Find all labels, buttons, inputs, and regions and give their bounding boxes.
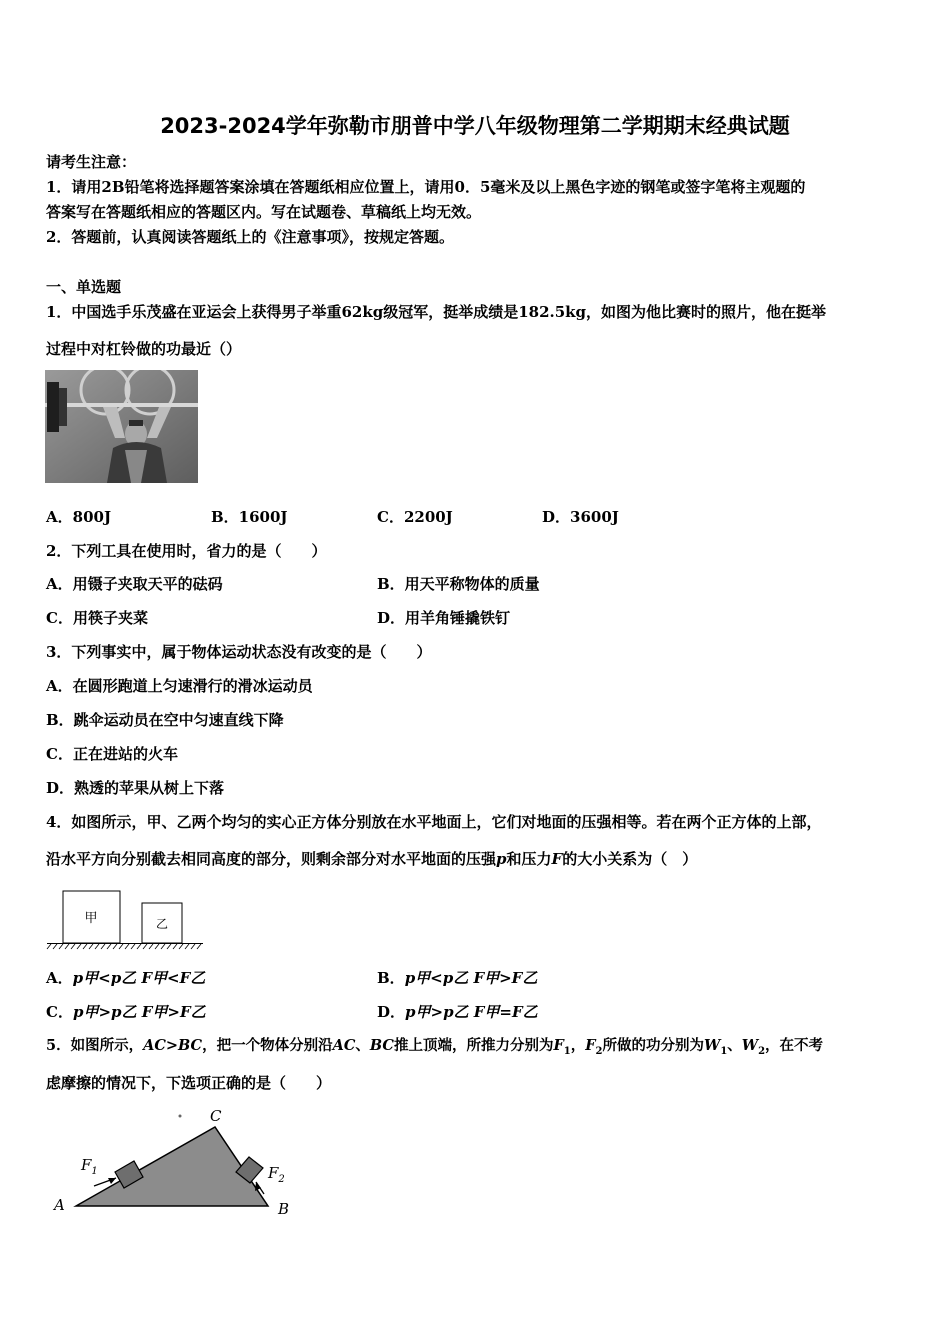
vertex-label-b: B xyxy=(278,1200,290,1218)
force-label-f1: $F_1$ xyxy=(81,1156,98,1177)
q1-option-d[interactable]: D．3600J xyxy=(542,508,619,526)
q4-option-a[interactable]: A．p甲<p乙 F甲<F乙 xyxy=(46,969,206,987)
q5-stem-line-2: 虑摩擦的情况下，下选项正确的是（ ） xyxy=(46,1074,332,1092)
q4-option-b[interactable]: B．p甲<p乙 F甲>F乙 xyxy=(377,969,538,987)
vertex-label-a: A xyxy=(54,1196,65,1214)
q4-stem-line-1: 4．如图所示，甲、乙两个均匀的实心正方体分别放在水平地面上，它们对地面的压强相等。若在两个正方体的上部， xyxy=(46,813,822,831)
cube-label-yi: 乙 xyxy=(155,917,169,931)
q3-option-a[interactable]: A．在圆形跑道上匀速滑行的滑冰运动员 xyxy=(46,677,313,695)
q1-stem-line-2: 过程中对杠铃做的功最近（） xyxy=(46,340,242,358)
weightlifter-photo xyxy=(45,370,198,483)
q1-option-c[interactable]: C．2200J xyxy=(377,508,453,526)
q2-stem: 2．下列工具在使用时，省力的是（ ） xyxy=(46,542,327,560)
q2-option-c[interactable]: C．用筷子夹菜 xyxy=(46,609,148,627)
q3-stem: 3．下列事实中，属于物体运动状态没有改变的是（ ） xyxy=(46,643,432,661)
q2-option-d[interactable]: D．用羊角锤撬铁钉 xyxy=(377,609,511,627)
notice-item-1-line-1: 1．请用2B铅笔将选择题答案涂填在答题纸相应位置上，请用0．5毫米及以上黑色字迹的钢笔或签字笔将主观题的 xyxy=(46,178,806,196)
q4-option-d[interactable]: D．p甲>p乙 F甲=F乙 xyxy=(377,1003,538,1021)
q3-option-d[interactable]: D．熟透的苹果从树上下落 xyxy=(46,779,225,797)
q3-option-b[interactable]: B．跳伞运动员在空中匀速直线下降 xyxy=(46,711,284,729)
q2-option-b[interactable]: B．用天平称物体的质量 xyxy=(377,575,540,593)
q2-option-a[interactable]: A．用镊子夹取天平的砝码 xyxy=(46,575,223,593)
q1-option-a[interactable]: A．800J xyxy=(46,508,112,526)
q4-stem-line-2: 沿水平方向分别截去相同高度的部分，则剩余部分对水平地面的压强p和压力F的大小关系为（ ） xyxy=(46,850,698,868)
notice-item-2: 2．答题前，认真阅读答题纸上的《注意事项》，按规定答题。 xyxy=(46,228,454,246)
q3-option-c[interactable]: C．正在进站的火车 xyxy=(46,745,178,763)
cube-label-jia: 甲 xyxy=(84,911,98,926)
q5-stem-line-1: 5．如图所示，AC>BC，把一个物体分别沿AC、BC推上顶端，所推力分别为$F_1$，$F_2$所做的功分别为$W_1$、$W_2$，在不考 xyxy=(46,1037,824,1057)
q4-option-c[interactable]: C．p甲>p乙 F甲>F乙 xyxy=(46,1003,206,1021)
q1-option-b[interactable]: B．1600J xyxy=(211,508,288,526)
force-label-f2: $F_2$ xyxy=(268,1164,285,1185)
q1-stem-line-1: 1．中国选手乐茂盛在亚运会上获得男子举重62kg级冠军，挺举成绩是182.5kg，如图为他比赛时的照片，他在挺举 xyxy=(46,303,827,321)
q4-cubes-figure xyxy=(45,888,205,950)
notice-heading: 请考生注意： xyxy=(46,153,137,171)
section-heading: 一、单选题 xyxy=(46,278,122,296)
page-title: 2023-2024学年弥勒市朋普中学八年级物理第二学期期末经典试题 xyxy=(160,114,790,138)
vertex-label-c: C xyxy=(210,1107,222,1125)
q5-incline-figure xyxy=(50,1102,310,1222)
notice-item-1-line-2: 答案写在答题纸相应的答题区内。写在试题卷、草稿纸上均无效。 xyxy=(46,203,482,221)
